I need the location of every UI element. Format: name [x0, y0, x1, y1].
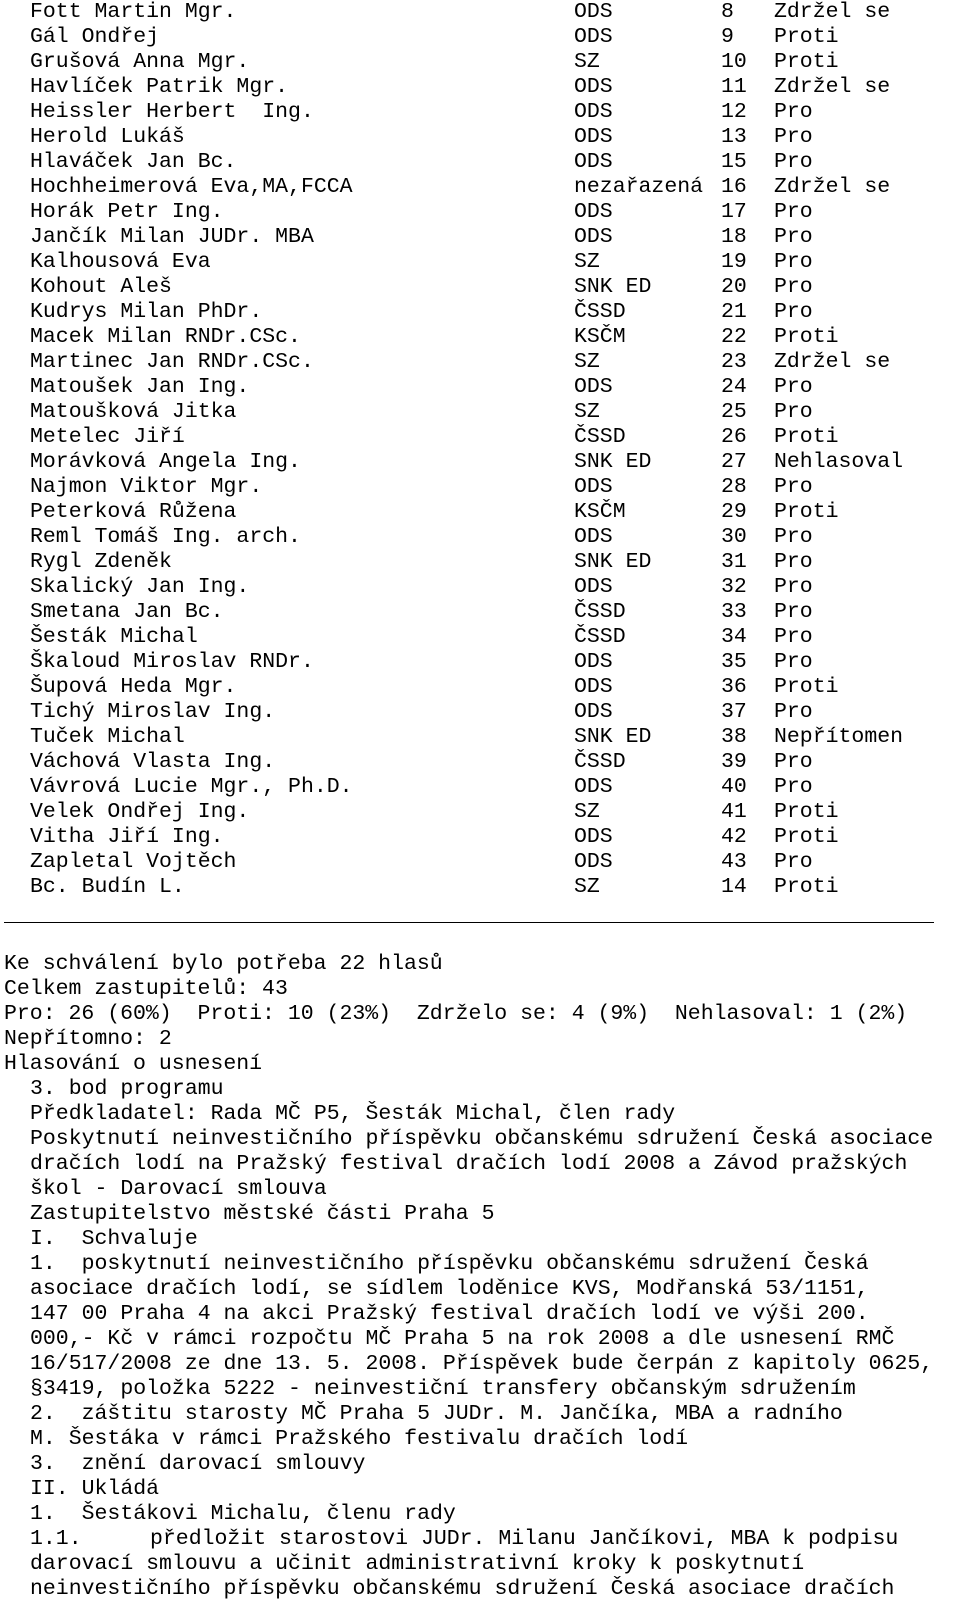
member-vote: Pro	[774, 225, 813, 249]
task11-number: 1.1.	[30, 1527, 82, 1551]
member-party: ODS	[574, 375, 613, 399]
total-members: Celkem zastupitelů: 43	[4, 977, 288, 1001]
member-party: SNK ED	[574, 450, 652, 474]
member-party: ČSSD	[574, 600, 626, 624]
member-number: 18	[721, 225, 747, 249]
member-name: Bc. Budín L.	[30, 875, 185, 899]
member-vote: Proti	[774, 500, 839, 524]
member-vote: Pro	[774, 775, 813, 799]
task1: 1. Šestákovi Michalu, členu rady	[30, 1502, 456, 1526]
member-vote: Proti	[774, 825, 839, 849]
member-number: 21	[721, 300, 747, 324]
member-party: ODS	[574, 25, 613, 49]
agenda-point: 3. bod programu	[30, 1077, 224, 1101]
member-name: Smetana Jan Bc.	[30, 600, 224, 624]
member-name: Škaloud Miroslav RNDr.	[30, 650, 314, 674]
member-name: Vávrová Lucie Mgr., Ph.D.	[30, 775, 353, 799]
member-party: ODS	[574, 0, 613, 24]
member-name: Herold Lukáš	[30, 125, 185, 149]
member-number: 34	[721, 625, 747, 649]
point3: 3. znění darovací smlouvy	[30, 1452, 366, 1476]
member-vote: Zdržel se	[774, 350, 891, 374]
point2-line: M. Šestáka v rámci Pražského festivalu dračích lodí	[30, 1427, 689, 1451]
member-party: ODS	[574, 150, 613, 174]
member-name: Zapletal Vojtěch	[30, 850, 237, 874]
member-vote: Pro	[774, 150, 813, 174]
member-name: Jančík Milan JUDr. MBA	[30, 225, 314, 249]
member-party: ČSSD	[574, 750, 626, 774]
member-party: ODS	[574, 575, 613, 599]
absent-count: Nepřítomno: 2	[4, 1027, 172, 1051]
member-number: 23	[721, 350, 747, 374]
member-number: 32	[721, 575, 747, 599]
member-party: SZ	[574, 800, 600, 824]
member-name: Rygl Zdeněk	[30, 550, 172, 574]
member-party: ODS	[574, 675, 613, 699]
member-number: 28	[721, 475, 747, 499]
member-party: ODS	[574, 225, 613, 249]
member-party: ODS	[574, 775, 613, 799]
member-party: SZ	[574, 250, 600, 274]
member-party: ODS	[574, 525, 613, 549]
member-name: Fott Martin Mgr.	[30, 0, 237, 24]
member-number: 10	[721, 50, 747, 74]
member-vote: Pro	[774, 275, 813, 299]
point1-line: 000,- Kč v rámci rozpočtu MČ Praha 5 na rok 2008 a dle usnesení RMČ	[30, 1327, 895, 1351]
member-name: Váchová Vlasta Ing.	[30, 750, 276, 774]
presenter: Předkladatel: Rada MČ P5, Šesták Michal, člen rady	[30, 1102, 676, 1126]
member-number: 17	[721, 200, 747, 224]
member-party: SNK ED	[574, 725, 652, 749]
member-party: SZ	[574, 875, 600, 899]
member-name: Matoušková Jitka	[30, 400, 237, 424]
point2-line: 2. záštitu starosty MČ Praha 5 JUDr. M. Jančíka, MBA a radního	[30, 1402, 843, 1426]
point1-line: 147 00 Praha 4 na akci Pražský festival dračích lodí ve výši 200.	[30, 1302, 869, 1326]
section-assigns: II. Ukládá	[30, 1477, 160, 1501]
item-title-line: Poskytnutí neinvestičního příspěvku občanskému sdružení Česká asociace	[30, 1127, 934, 1151]
member-party: SNK ED	[574, 275, 652, 299]
member-name: Kalhousová Eva	[30, 250, 211, 274]
member-name: Skalický Jan Ing.	[30, 575, 250, 599]
member-party: KSČM	[574, 500, 626, 524]
member-number: 19	[721, 250, 747, 274]
vote-tally: Pro: 26 (60%) Proti: 10 (23%) Zdrželo se: 4 (9%) Nehlasoval: 1 (2%)	[4, 1002, 908, 1026]
member-vote: Proti	[774, 50, 839, 74]
member-number: 33	[721, 600, 747, 624]
member-number: 13	[721, 125, 747, 149]
member-name: Najmon Viktor Mgr.	[30, 475, 263, 499]
member-vote: Proti	[774, 675, 839, 699]
member-name: Matoušek Jan Ing.	[30, 375, 250, 399]
item-title-line: škol - Darovací smlouva	[30, 1177, 327, 1201]
member-name: Gál Ondřej	[30, 25, 160, 49]
member-vote: Pro	[774, 650, 813, 674]
member-number: 24	[721, 375, 747, 399]
member-number: 42	[721, 825, 747, 849]
member-number: 11	[721, 75, 747, 99]
member-number: 39	[721, 750, 747, 774]
member-number: 41	[721, 800, 747, 824]
member-party: ODS	[574, 125, 613, 149]
member-vote: Nehlasoval	[774, 450, 904, 474]
member-vote: Zdržel se	[774, 75, 891, 99]
member-vote: Pro	[774, 125, 813, 149]
member-name: Šupová Heda Mgr.	[30, 675, 237, 699]
member-name: Peterková Růžena	[30, 500, 237, 524]
member-vote: Pro	[774, 400, 813, 424]
separator-line	[4, 922, 934, 923]
member-number: 15	[721, 150, 747, 174]
member-party: ČSSD	[574, 425, 626, 449]
member-vote: Proti	[774, 325, 839, 349]
member-name: Hlaváček Jan Bc.	[30, 150, 237, 174]
member-party: SZ	[574, 50, 600, 74]
member-vote: Pro	[774, 600, 813, 624]
member-number: 29	[721, 500, 747, 524]
point1-line: 1. poskytnutí neinvestičního příspěvku občanskému sdružení Česká	[30, 1252, 869, 1276]
member-number: 9	[721, 25, 734, 49]
member-party: ČSSD	[574, 300, 626, 324]
member-number: 35	[721, 650, 747, 674]
member-party: SZ	[574, 400, 600, 424]
member-party: SNK ED	[574, 550, 652, 574]
member-name: Martinec Jan RNDr.CSc.	[30, 350, 314, 374]
member-name: Havlíček Patrik Mgr.	[30, 75, 289, 99]
member-name: Velek Ondřej Ing.	[30, 800, 250, 824]
member-name: Tichý Miroslav Ing.	[30, 700, 276, 724]
member-number: 31	[721, 550, 747, 574]
member-number: 36	[721, 675, 747, 699]
member-name: Tuček Michal	[30, 725, 185, 749]
member-number: 20	[721, 275, 747, 299]
member-party: ČSSD	[574, 625, 626, 649]
member-party: ODS	[574, 700, 613, 724]
member-vote: Pro	[774, 100, 813, 124]
member-number: 14	[721, 875, 747, 899]
member-number: 37	[721, 700, 747, 724]
point1-line: §3419, položka 5222 - neinvestiční transfery občanským sdružením	[30, 1377, 856, 1401]
member-vote: Pro	[774, 750, 813, 774]
task11-line: neinvestičního příspěvku občanskému sdružení Česká asociace dračích	[30, 1577, 895, 1601]
member-number: 8	[721, 0, 734, 24]
member-party: ODS	[574, 825, 613, 849]
member-name: Kohout Aleš	[30, 275, 172, 299]
member-vote: Pro	[774, 550, 813, 574]
member-number: 40	[721, 775, 747, 799]
resolution-heading: Hlasování o usnesení	[4, 1052, 263, 1076]
member-party: ODS	[574, 75, 613, 99]
member-name: Macek Milan RNDr.CSc.	[30, 325, 301, 349]
member-party: KSČM	[574, 325, 626, 349]
member-number: 22	[721, 325, 747, 349]
member-party: ODS	[574, 650, 613, 674]
member-vote: Zdržel se	[774, 175, 891, 199]
member-vote: Pro	[774, 850, 813, 874]
member-vote: Pro	[774, 700, 813, 724]
member-party: ODS	[574, 200, 613, 224]
member-name: Šesták Michal	[30, 625, 198, 649]
member-party: ODS	[574, 100, 613, 124]
member-vote: Pro	[774, 475, 813, 499]
point1-line: 16/517/2008 ze dne 13. 5. 2008. Příspěvek bude čerpán z kapitoly 0625,	[30, 1352, 934, 1376]
member-number: 25	[721, 400, 747, 424]
member-name: Heissler Herbert Ing.	[30, 100, 314, 124]
member-vote: Proti	[774, 875, 839, 899]
member-name: Horák Petr Ing.	[30, 200, 224, 224]
member-party: ODS	[574, 475, 613, 499]
member-number: 38	[721, 725, 747, 749]
member-vote: Pro	[774, 375, 813, 399]
member-party: ODS	[574, 850, 613, 874]
member-name: Hochheimerová Eva,MA,FCCA	[30, 175, 353, 199]
member-name: Grušová Anna Mgr.	[30, 50, 250, 74]
task11-line: darovací smlouvu a učinit administrativní kroky k poskytnutí	[30, 1552, 805, 1576]
task11-line: předložit starostovi JUDr. Milanu Jančíkovi, MBA k podpisu	[150, 1527, 899, 1551]
member-name: Vitha Jiří Ing.	[30, 825, 224, 849]
member-vote: Proti	[774, 800, 839, 824]
point1-line: asociace dračích lodí, se sídlem loděnice KVS, Modřanská 53/1151,	[30, 1277, 869, 1301]
member-vote: Pro	[774, 525, 813, 549]
required-votes: Ke schválení bylo potřeba 22 hlasů	[4, 952, 443, 976]
member-vote: Proti	[774, 25, 839, 49]
member-number: 30	[721, 525, 747, 549]
member-number: 43	[721, 850, 747, 874]
member-party: nezařazená	[574, 175, 704, 199]
member-vote: Pro	[774, 300, 813, 324]
member-number: 12	[721, 100, 747, 124]
member-vote: Pro	[774, 200, 813, 224]
member-number: 26	[721, 425, 747, 449]
member-vote: Nepřítomen	[774, 725, 904, 749]
member-name: Metelec Jiří	[30, 425, 185, 449]
item-title-line: dračích lodí na Pražský festival dračích lodí 2008 a Závod pražských	[30, 1152, 908, 1176]
member-vote: Pro	[774, 250, 813, 274]
member-number: 16	[721, 175, 747, 199]
member-number: 27	[721, 450, 747, 474]
resolving-body: Zastupitelstvo městské části Praha 5	[30, 1202, 495, 1226]
member-vote: Pro	[774, 625, 813, 649]
member-name: Kudrys Milan PhDr.	[30, 300, 263, 324]
member-vote: Pro	[774, 575, 813, 599]
member-vote: Proti	[774, 425, 839, 449]
member-name: Morávková Angela Ing.	[30, 450, 301, 474]
member-party: SZ	[574, 350, 600, 374]
member-vote: Zdržel se	[774, 0, 891, 24]
section-approves: I. Schvaluje	[30, 1227, 198, 1251]
member-name: Reml Tomáš Ing. arch.	[30, 525, 301, 549]
